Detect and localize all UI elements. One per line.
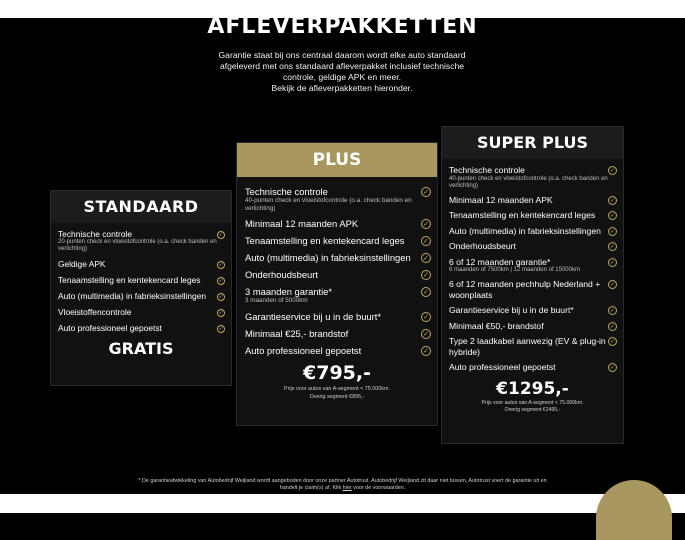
feature-label: Auto (multimedia) in fabrieksinstellingen (245, 252, 411, 263)
feature-label: Minimaal €50,- brandstof (449, 320, 544, 331)
check-circle-icon: ✓ (609, 259, 616, 266)
feature-item (449, 165, 617, 190)
check-circle-icon: ✓ (218, 262, 224, 268)
price-note: Prijs voor autos van A-segment < 75.000km. (481, 399, 584, 406)
package-price: €1295,- (496, 378, 569, 399)
check-circle-icon: ✓ (609, 323, 616, 330)
package-card-plus (236, 142, 438, 426)
price-note: Prijs voor autos van A-segment < 75.000km. (284, 385, 390, 392)
package-title: PLUS (237, 143, 437, 177)
footnote-line (120, 485, 565, 492)
feature-item (58, 229, 225, 253)
feature-list (51, 223, 231, 333)
feature-label: 3 maanden garantie* (245, 286, 333, 297)
feature-sub: 40-punten check en vloeistofcontrole (o.a. check banden en verlichting) (449, 175, 608, 189)
feature-label: 6 of 12 maanden pechhulp Nederland + woonplaats (449, 279, 601, 300)
intro-line: controle, geldige APK en meer. (283, 72, 401, 82)
feature-item (449, 226, 617, 237)
check-circle-icon: ✓ (218, 326, 224, 332)
feature-item (449, 305, 617, 316)
price-note: Overig segment €895,- (309, 394, 365, 400)
check-circle-icon: ✓ (218, 310, 224, 316)
check-circle-icon: ✓ (421, 219, 431, 229)
feature-label: Vloeistoffencontrole (58, 307, 132, 317)
feature-label: Minimaal 12 maanden APK (245, 218, 359, 229)
feature-label: Tenaamstelling en kentekencard leges (58, 275, 201, 285)
package-price: €795,- (303, 361, 371, 384)
feature-item (449, 257, 617, 275)
feature-label: Auto (multimedia) in fabrieksinstellingen (58, 291, 207, 301)
check-circle-icon: ✓ (421, 236, 431, 246)
footnote-text: handelt je claim(s) af. Klik (279, 485, 342, 491)
check-circle-icon: ✓ (609, 365, 616, 371)
intro-text (182, 50, 502, 94)
intro-line: Garantie staat bij ons centraal daarom wordt elke auto standaard (218, 50, 466, 60)
feature-label: Minimaal €25,- brandstof (245, 327, 349, 339)
feature-label: Auto professioneel gepoetst (245, 344, 362, 356)
feature-sub: 6 maanden of 7500km | 12 maanden of 15000km (449, 267, 580, 273)
intro-line: afgeleverd met ons standaard afleverpakket inclusief technische (219, 61, 465, 71)
feature-item (245, 311, 431, 322)
feature-label: Onderhoudsbeurt (245, 269, 318, 280)
feature-item (245, 328, 431, 339)
feature-label: Auto professioneel gepoetst (449, 362, 556, 372)
feature-sub: 3 maanden of 5000km (245, 297, 308, 304)
footnote-text: voor de voorwaarden. (353, 485, 406, 491)
feature-item (449, 362, 617, 373)
feature-item (58, 259, 225, 269)
page-title: AFLEVERPAKKETTEN (207, 14, 478, 39)
feature-list (442, 159, 623, 373)
check-circle-icon: ✓ (421, 312, 431, 322)
check-circle-icon: ✓ (421, 270, 431, 280)
feature-item (58, 291, 225, 301)
check-circle-icon: ✓ (609, 168, 616, 174)
check-circle-icon: ✓ (218, 278, 224, 284)
intro-line: Bekijk de afleverpakketten hieronder. (271, 83, 413, 93)
check-circle-icon: ✓ (218, 232, 224, 238)
terms-link[interactable]: hier (342, 485, 352, 491)
feature-label: Technische controle (245, 186, 328, 197)
feature-item (449, 321, 617, 332)
feature-label: Type 2 laadkabel aanwezig (EV & plug-in hybride) (449, 336, 606, 357)
check-circle-icon: ✓ (421, 187, 431, 197)
feature-item (245, 235, 431, 246)
check-circle-icon: ✓ (609, 308, 616, 314)
check-circle-icon: ✓ (421, 346, 431, 356)
footnote (120, 478, 565, 492)
footnote-line: * De garantieafwikkeling van Autobedrijf Weijland wordt aangeboden door onze partner Autotrust. Autobedrijf Weijland zit daar niet tussen, Autotrust voert de garantie uit en (138, 478, 547, 484)
feature-label: Onderhoudsbeurt (449, 241, 516, 251)
package-title: SUPER PLUS (442, 127, 623, 159)
feature-label: Geldige APK (58, 259, 106, 269)
check-circle-icon: ✓ (421, 253, 431, 263)
feature-item (58, 323, 225, 333)
feature-item (245, 345, 431, 356)
package-card-standaard (50, 190, 232, 386)
check-circle-icon: ✓ (421, 287, 431, 297)
feature-label: Garantieservice bij u in de buurt* (245, 310, 382, 322)
feature-item (245, 269, 431, 280)
package-card-superplus (441, 126, 624, 444)
feature-item (245, 218, 431, 229)
bottom-bar (0, 494, 685, 513)
check-circle-icon: ✓ (421, 329, 431, 339)
check-circle-icon: ✓ (609, 282, 616, 288)
check-circle-icon: ✓ (218, 294, 224, 300)
feature-item (58, 307, 225, 317)
feature-item (245, 186, 431, 212)
feature-label: 6 of 12 maanden garantie* (449, 256, 551, 267)
check-circle-icon: ✓ (609, 228, 616, 235)
feature-list (237, 177, 437, 356)
feature-item (58, 275, 225, 285)
feature-item (449, 210, 617, 221)
package-title: STANDAARD (51, 191, 231, 223)
feature-label: Minimaal 12 maanden APK (449, 194, 553, 205)
feature-label: Technische controle (58, 229, 133, 239)
check-circle-icon: ✓ (609, 197, 616, 204)
feature-sub: 20-punten check en vloeistofcontrole (o.a. check banden en verlichting) (58, 239, 217, 252)
feature-item (245, 286, 431, 305)
feature-sub: 40-punten check en vloeistofcontrole (o.a. check banden en verlichting) (245, 197, 412, 212)
feature-label: Technische controle (449, 165, 525, 175)
feature-label: Auto professioneel gepoetst (58, 323, 162, 333)
check-circle-icon: ✓ (609, 244, 616, 250)
feature-label: Garantieservice bij u in de buurt* (449, 305, 574, 315)
feature-item (449, 279, 617, 300)
feature-label: Auto (multimedia) in fabrieksinstellingen (449, 225, 601, 236)
feature-item (449, 195, 617, 206)
feature-label: Tenaamstelling en kentekencard leges (449, 210, 596, 220)
floating-action-button[interactable] (596, 480, 672, 540)
package-price: GRATIS (108, 339, 174, 358)
feature-item (245, 252, 431, 263)
feature-label: Tenaamstelling en kentekencard leges (245, 235, 405, 246)
price-note: Overig segment €1495,- (504, 406, 561, 413)
feature-item (449, 241, 617, 252)
feature-item (449, 336, 617, 357)
check-circle-icon: ✓ (609, 339, 616, 345)
check-circle-icon: ✓ (609, 213, 616, 219)
